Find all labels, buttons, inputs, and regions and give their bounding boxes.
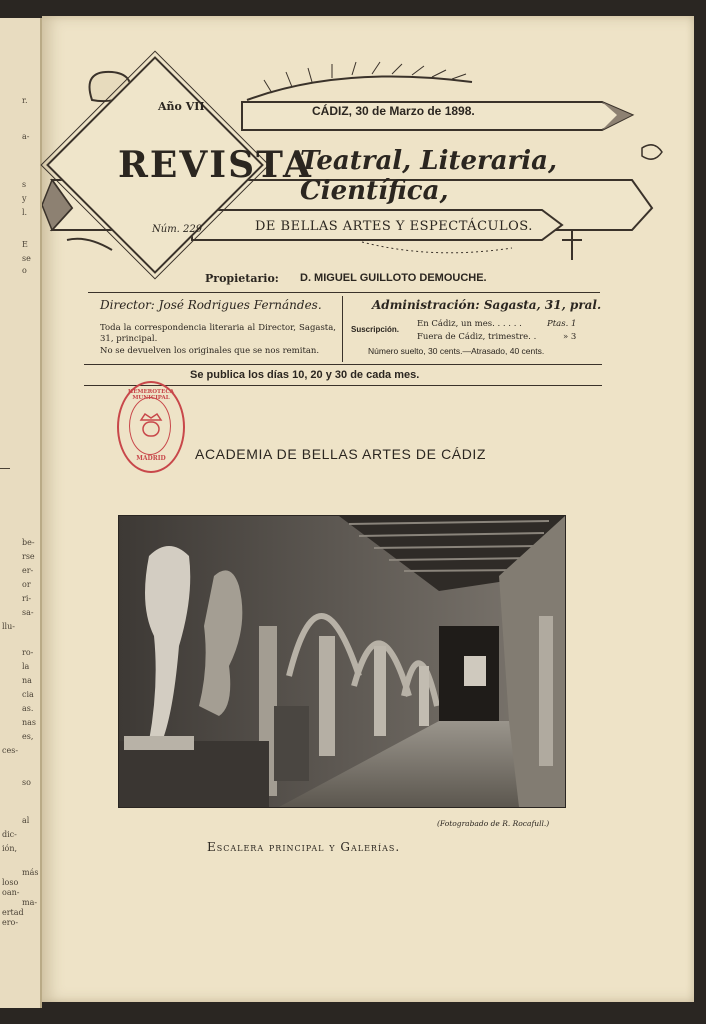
proprietor-label: Propietario: xyxy=(205,272,279,285)
left-page-fragment: er- xyxy=(22,566,34,575)
left-page-fragment: ma- xyxy=(22,898,38,907)
left-page-fragment: se xyxy=(22,254,31,263)
article-heading: ACADEMIA DE BELLAS ARTES DE CÁDIZ xyxy=(195,446,487,462)
left-page-fragment: llu- xyxy=(2,622,15,631)
left-page-fragment: rse xyxy=(22,552,35,561)
dateline: CÁDIZ, 30 de Marzo de 1898. xyxy=(312,104,475,118)
gallery-photograph xyxy=(118,515,566,808)
left-page-fragment: s xyxy=(22,180,27,189)
left-page-fragment: l. xyxy=(22,208,28,217)
issue-number: Núm. 229 xyxy=(152,224,203,235)
left-page-edge xyxy=(0,18,42,1008)
left-page-fragment: so xyxy=(22,778,31,787)
stamp-bottom-text: MADRID xyxy=(136,455,166,462)
left-page-fragment: y xyxy=(22,194,27,203)
left-page-fragment: ión, xyxy=(2,844,18,853)
palm-frond-icon xyxy=(247,76,472,100)
left-page-fragment: ertad xyxy=(2,908,24,917)
masthead-title: REVISTA xyxy=(118,144,313,186)
left-page-fragment: más xyxy=(22,868,39,877)
left-page-fragment: ero- xyxy=(2,918,19,927)
director-line: Director: José Rodrigues Fernándes. xyxy=(100,298,322,312)
left-page-fragment: be- xyxy=(22,538,35,547)
publishing-notice: Se publica los días 10, 20 y 30 de cada mes. xyxy=(190,369,420,381)
sub-out: Fuera de Cádiz, trimestre. . xyxy=(417,332,537,342)
subscription-label: Suscripción. xyxy=(351,325,400,334)
column-divider xyxy=(342,296,343,362)
left-page-fragment: loso xyxy=(2,878,19,887)
photo-caption: Escalera principal y Galerías. xyxy=(207,840,401,854)
masthead-subtitle: Teatral, Literaria, Científica, xyxy=(300,146,558,206)
info-rule xyxy=(84,364,602,365)
masthead-subtitle-2: DE BELLAS ARTES Y ESPECTÁCULOS. xyxy=(255,219,533,234)
left-page-fragment: sa- xyxy=(22,608,34,617)
correspondence-text: Toda la correspondencia literaria al Director, Sagasta, 31, principal. xyxy=(100,323,336,344)
library-stamp xyxy=(117,381,185,473)
sub-city-price: Ptas. 1 xyxy=(547,319,577,329)
left-page-fragment: es, xyxy=(22,732,34,741)
administration-line: Administración: Sagasta, 31, pral. xyxy=(372,298,602,312)
left-page-fragment: ri- xyxy=(22,594,32,603)
sub-city: En Cádiz, un mes. . . . . . xyxy=(417,319,522,329)
left-page-fragment: cia xyxy=(22,690,34,699)
left-page-fragment: nas xyxy=(22,718,37,727)
photo-credit: (Fotograbado de R. Rocafull.) xyxy=(437,819,550,828)
left-page-fragment: ces- xyxy=(2,746,19,755)
no-return-text: No se devuelven los originales que se nos remitan. xyxy=(100,346,320,356)
left-page-fragment: as. xyxy=(22,704,34,713)
header-rule xyxy=(88,292,600,293)
left-page-fragment: r. xyxy=(22,96,28,105)
left-page-fragment: or xyxy=(22,580,31,589)
left-page-fragment: oan- xyxy=(2,888,20,897)
left-page-fragment: al xyxy=(22,816,30,825)
sub-out-price: » 3 xyxy=(563,332,577,342)
left-page-fragment: ro- xyxy=(22,648,34,657)
left-page-fragment: a- xyxy=(22,132,30,141)
left-page-rule xyxy=(0,468,10,469)
left-page-fragment: dic- xyxy=(2,830,17,839)
left-page-fragment: la xyxy=(22,662,30,671)
stamp-top-text: HEMEROTECA MUNICIPAL xyxy=(128,389,174,401)
crown-crest-icon xyxy=(138,412,164,440)
left-page-fragment: o xyxy=(22,266,27,275)
proprietor-name: D. MIGUEL GUILLOTO DEMOUCHE. xyxy=(300,272,487,284)
left-page-fragment: na xyxy=(22,676,32,685)
left-page-fragment: E xyxy=(22,240,28,249)
gallery-photograph-image xyxy=(119,516,565,807)
year-label: Año VII xyxy=(158,100,205,113)
single-issue: Número suelto, 30 cents.—Atrasado, 40 cents. xyxy=(368,346,545,356)
